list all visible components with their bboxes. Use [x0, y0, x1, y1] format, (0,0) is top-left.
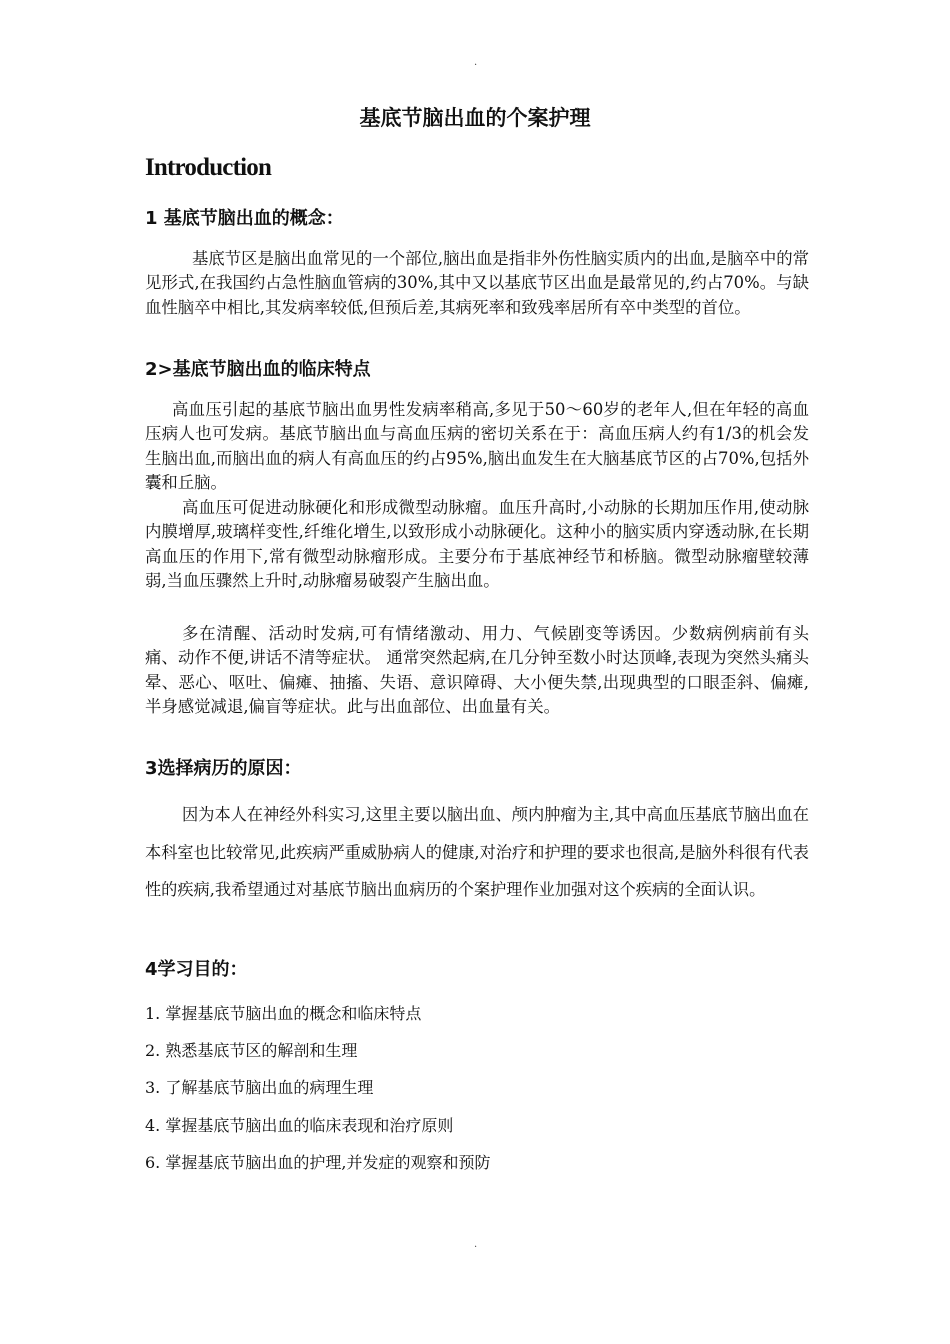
- section-3-heading: 3选择病历的原因：: [145, 758, 302, 779]
- section-2-paragraph-2: 高血压可促进动脉硬化和形成微型动脉瘤。血压升高时,小动脉的长期加压作用,使动脉内膜增厚,玻璃样变性,纤维化增生,以致形成小动脉硬化。这种小的脑实质内穿透动脉,在长期高血压的作用下,常有微型动脉瘤形成。主要分布于基底神经节和桥脑。微型动脉瘤壁较薄弱,当血压骤然上升时,动脉瘤易破裂产生脑出血。: [145, 498, 809, 591]
- document-title: 基底节脑出血的个案护理: [359, 106, 591, 130]
- section-1-paragraph: 基底节区是脑出血常见的一个部位,脑出血是指非外伤性脑实质内的出血,是脑卒中的常见形式,在我国约占急性脑血管病的30%,其中又以基底节区出血是最常见的,约占70%。与缺血性脑卒中相比,其发病率较低,但预后差,其病死率和致残率居所有卒中类型的首位。: [145, 249, 809, 317]
- list-item: 6. 掌握基底节脑出血的护理,并发症的观察和预防: [145, 1152, 491, 1172]
- section-2-paragraph-3: 多在清醒、活动时发病,可有情绪激动、用力、气候剧变等诱因。少数病例病前有头痛、动作不便,讲话不清等症状。 通常突然起病,在几分钟至数小时达顶峰,表现为突然头痛头晕、恶心、呕吐、偏瘫、抽搐、失语、意识障碍、大小便失禁,出现典型的口眼歪斜、偏瘫,半身感觉减退,偏盲等症状。此与出血部位、出血量有关。: [145, 624, 809, 717]
- section-2-paragraph-1: 高血压引起的基底节脑出血男性发病率稍高,多见于50～60岁的老年人,但在年轻的高血压病人也可发病。基底节脑出血与高血压病的密切关系在于：高血压病人约有1/3的机会发生脑出血,而脑出血的病人有高血压的约占95%,脑出血发生在大脑基底节区的占70%,包括外囊和丘脑。: [145, 400, 809, 493]
- list-item: 1. 掌握基底节脑出血的概念和临床特点: [145, 1004, 422, 1023]
- page-top-mark: .: [474, 57, 478, 68]
- introduction-heading: Introduction: [145, 154, 272, 181]
- list-item: 3. 了解基底节脑出血的病理生理: [145, 1078, 374, 1098]
- list-item: 4. 掌握基底节脑出血的临床表现和治疗原则: [145, 1115, 454, 1135]
- section-3-paragraph: 因为本人在神经外科实习,这里主要以脑出血、颅内肿瘤为主,其中高血压基底节脑出血在本科室也比较常见,此疾病严重威胁病人的健康,对治疗和护理的要求也很高,是脑外科很有代表性的疾病,我希望通过对基底节脑出血病历的个案护理作业加强对这个疾病的全面认识。: [145, 805, 809, 899]
- section-1-heading: 1 基底节脑出血的概念：: [145, 208, 344, 229]
- list-item: 2. 熟悉基底节区的解剖和生理: [145, 1041, 358, 1061]
- learning-objectives-list: [145, 1002, 490, 1188]
- page-bottom-mark: .: [474, 1239, 478, 1250]
- section-2-heading: 2>基底节脑出血的临床特点: [145, 359, 371, 380]
- section-4-heading: 4学习目的：: [145, 959, 248, 980]
